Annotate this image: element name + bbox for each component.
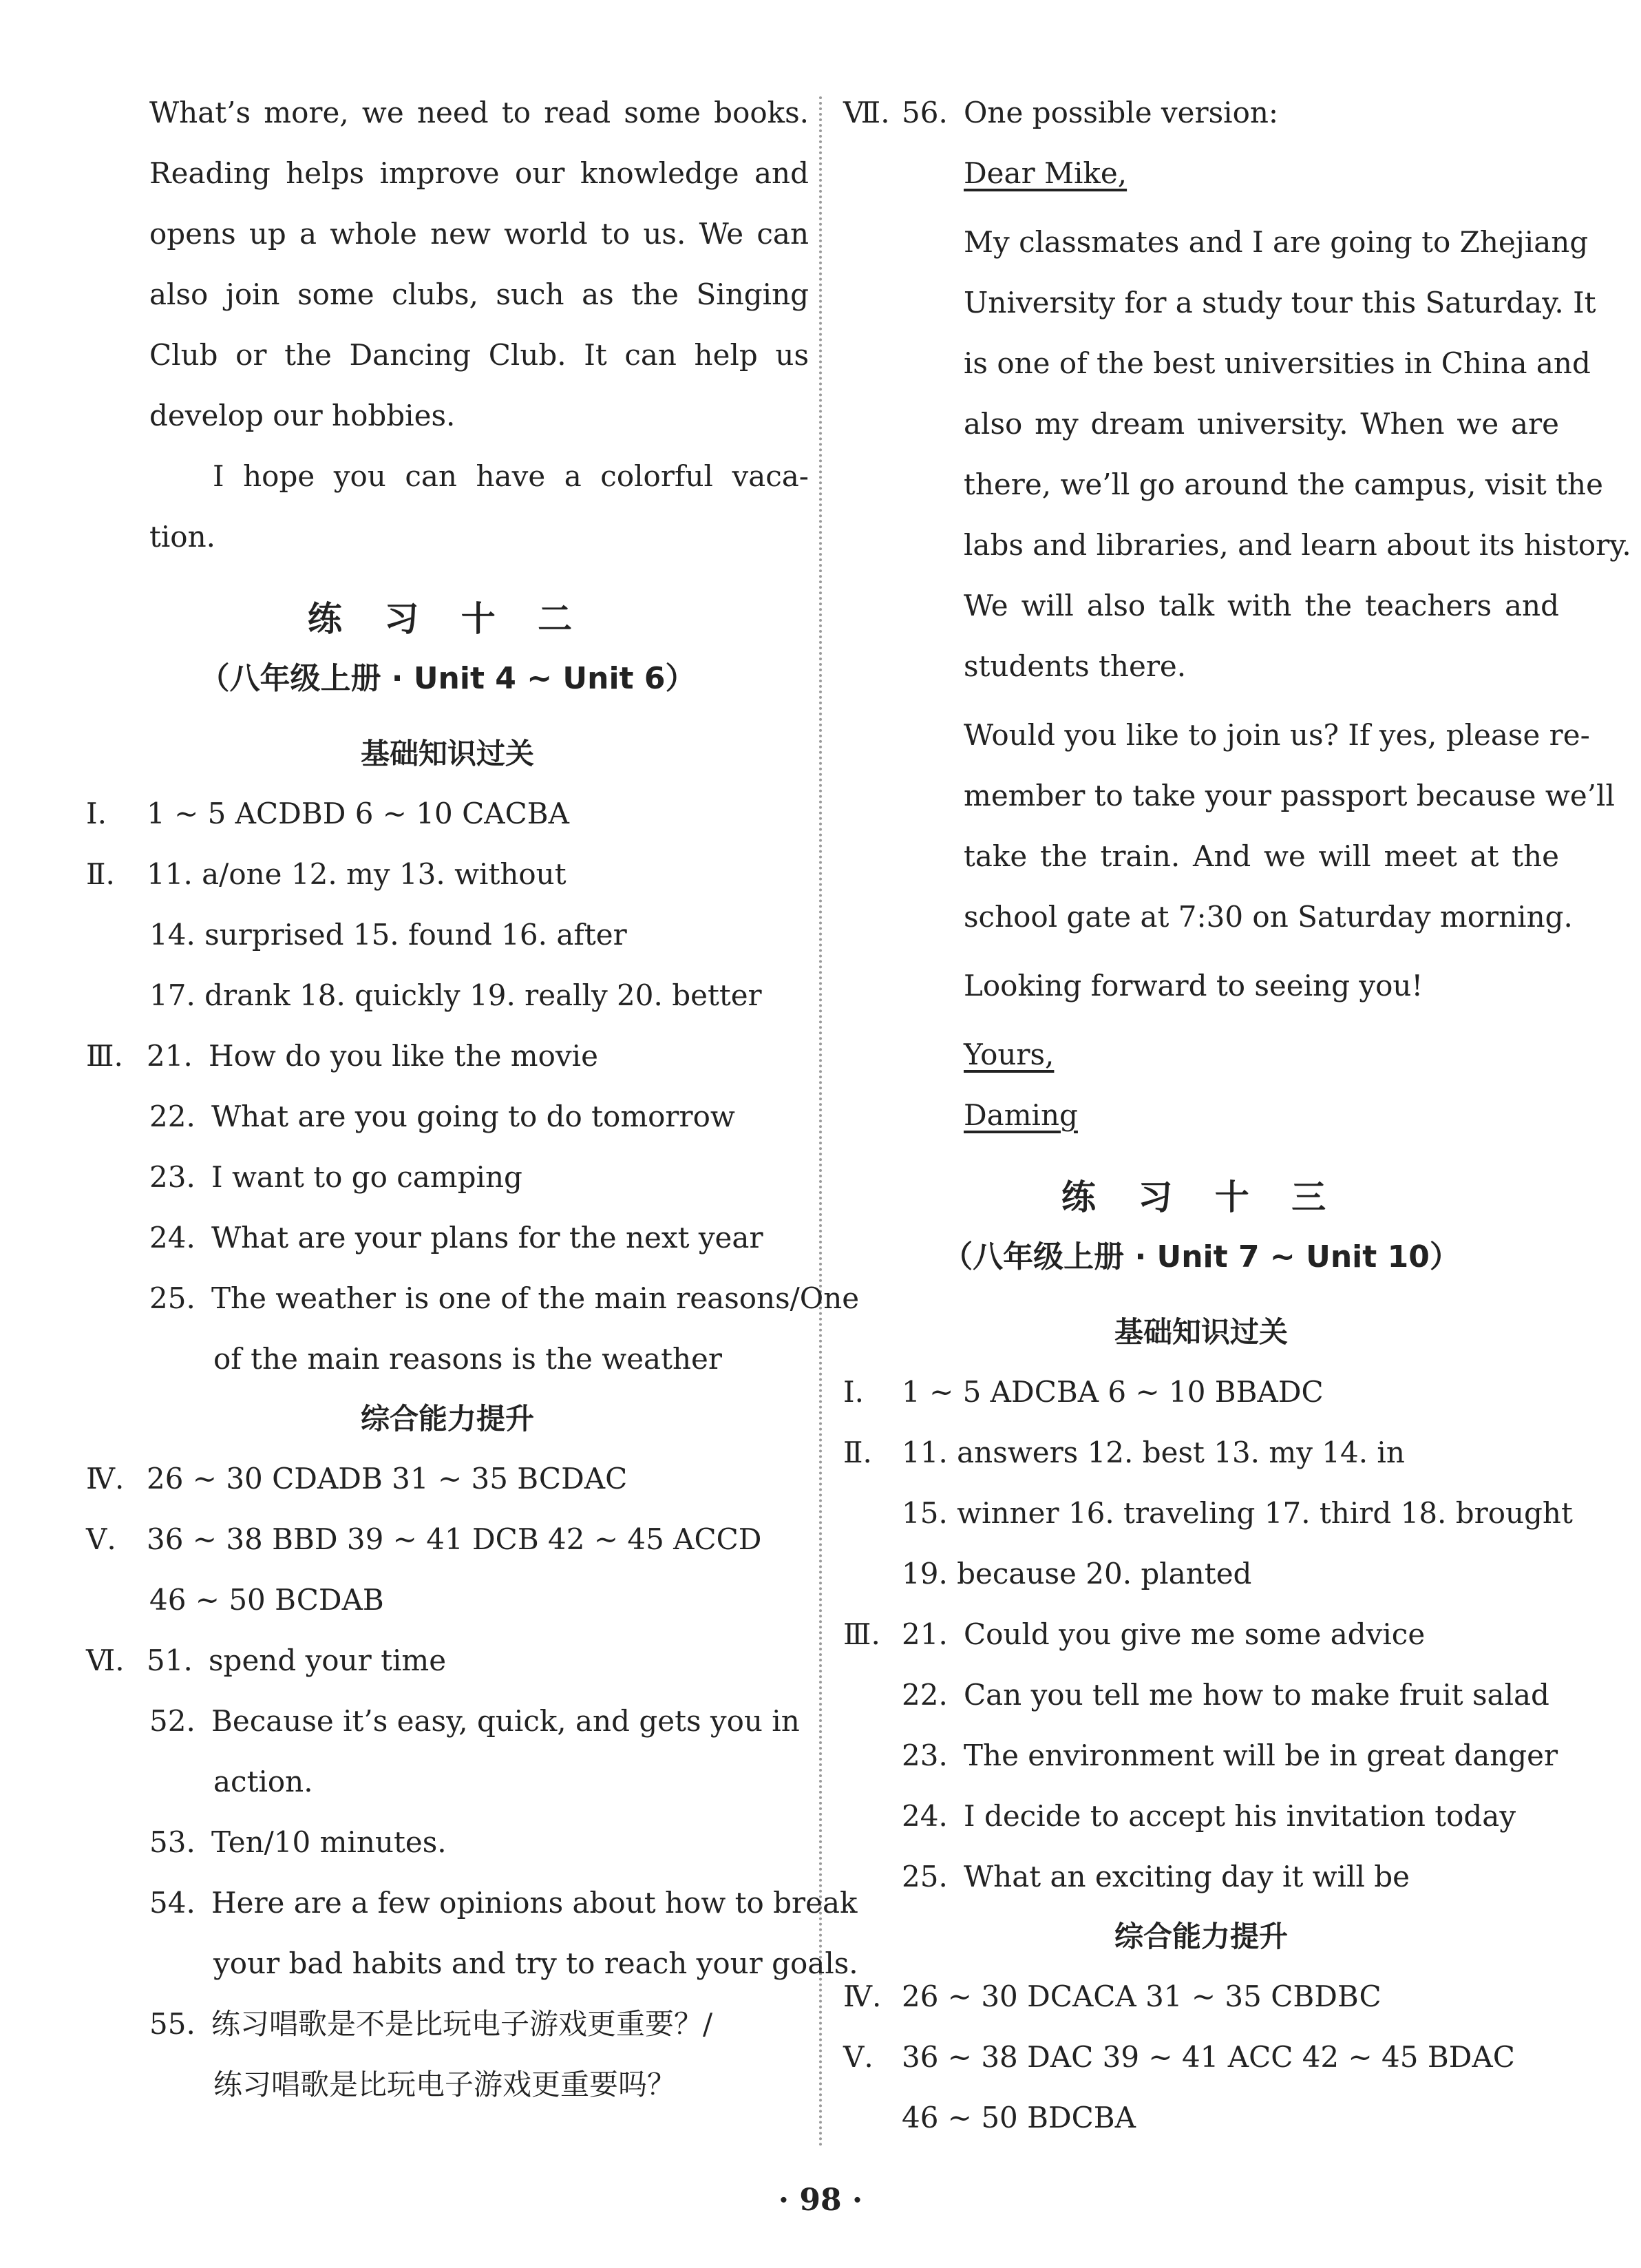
answer-row <box>86 1812 809 1873</box>
item-text: Here are a few opinions about how to break <box>211 1886 858 1920</box>
item-text: I want to go camping <box>211 1160 522 1194</box>
answer-row <box>86 1630 809 1691</box>
page-number: · 98 · <box>778 2183 863 2218</box>
answer-text: 36 ~ 38 BBD 39 ~ 41 DCB 42 ~ 45 ACCD <box>147 1522 762 1556</box>
roman-numeral: Ⅳ. <box>843 1980 882 2013</box>
item-number: 21. <box>902 1617 948 1651</box>
right-column <box>843 83 1631 2148</box>
essay-line: develop our hobbies. <box>149 399 456 432</box>
answer-row-continuation: your bad habits and try to reach your goals. <box>213 1946 858 1980</box>
item-number: 55. <box>149 2007 195 2041</box>
column-divider <box>819 96 822 2148</box>
essay-continuation <box>86 83 809 567</box>
answer-row <box>86 1147 809 1208</box>
letter-line: is one of the best universities in China and <box>964 346 1591 380</box>
item-text: What are your plans for the next year <box>211 1221 763 1254</box>
item-text: The weather is one of the main reasons/One <box>211 1281 860 1315</box>
section-heading: 综合能力提升 <box>1114 1920 1288 1953</box>
letter-salutation: Dear Mike, <box>964 156 1127 190</box>
item-number: 24. <box>902 1799 948 1833</box>
item-number: 54. <box>149 1886 195 1920</box>
letter-line: Would you like to join us? If yes, please re- <box>964 718 1590 752</box>
answer-row <box>86 1509 809 1570</box>
essay-line: Reading helps improve our knowledge and <box>149 156 809 190</box>
item-text: Ten/10 minutes. <box>211 1825 447 1859</box>
letter-line: My classmates and I are going to Zhejiang <box>964 225 1589 259</box>
item-number: 23. <box>902 1739 948 1772</box>
item-text: I decide to accept his invitation today <box>964 1799 1516 1833</box>
item-text: The environment will be in great danger <box>964 1739 1558 1772</box>
roman-numeral: Ⅵ. <box>86 1644 125 1677</box>
letter-line: University for a study tour this Saturday. It <box>964 286 1596 319</box>
letter-line: labs and libraries, and learn about its history. <box>964 528 1631 562</box>
answer-row <box>86 1873 858 1933</box>
roman-numeral: Ⅰ. <box>86 797 107 830</box>
essay-line: opens up a whole new world to us. We can <box>149 217 809 251</box>
answer-text: 26 ~ 30 CDADB 31 ~ 35 BCDAC <box>147 1462 628 1495</box>
left-column <box>86 83 860 2115</box>
answer-row <box>843 1362 1559 1422</box>
roman-numeral: Ⅴ. <box>86 1522 116 1556</box>
answer-text: 36 ~ 38 DAC 39 ~ 41 ACC 42 ~ 45 BDAC <box>902 2040 1515 2074</box>
item-number: 23. <box>149 1160 195 1194</box>
item-text: Could you give me some advice <box>964 1617 1426 1651</box>
item-text: spend your time <box>209 1644 447 1677</box>
item-text: What are you going to do tomorrow <box>211 1100 735 1133</box>
answer-text: 1 ~ 5 ACDBD 6 ~ 10 CACBA <box>147 797 569 830</box>
answer-row <box>843 1786 1559 1847</box>
item-number: 25. <box>149 1281 195 1315</box>
exercise-title: 练 习 十 三 <box>1061 1177 1342 1217</box>
item-number: 21. <box>147 1039 193 1073</box>
letter-line: We will also talk with the teachers and <box>964 589 1559 622</box>
item-text: One possible version: <box>964 96 1279 129</box>
answer-row <box>843 1847 1559 1907</box>
roman-numeral: Ⅲ. <box>86 1039 123 1073</box>
answer-row: 15. winner 16. traveling 17. third 18. brought <box>902 1496 1573 1530</box>
item-text: Because it’s easy, quick, and gets you in <box>211 1704 800 1738</box>
letter-line: also my dream university. When we are <box>964 407 1559 441</box>
item-number: 53. <box>149 1825 195 1859</box>
section-heading: 基础知识过关 <box>1114 1315 1288 1349</box>
letter-line: students there. <box>964 649 1187 683</box>
answer-row <box>86 1449 809 1509</box>
essay-line: What’s more, we need to read some books. <box>149 96 809 129</box>
answer-row <box>86 1994 809 2055</box>
letter-body <box>843 212 1631 1146</box>
section-heading: 基础知识过关 <box>360 737 534 770</box>
answer-row <box>843 2027 1559 2088</box>
letter-line: take the train. And we will meet at the <box>964 839 1559 873</box>
item-text: 练习唱歌是不是比玩电子游戏更重要？/ <box>211 2007 713 2041</box>
item-number: 24. <box>149 1221 195 1254</box>
answer-row: 14. surprised 15. found 16. after <box>149 918 627 952</box>
item-number: 52. <box>149 1704 195 1738</box>
answer-row <box>86 844 809 905</box>
answer-text: 11. answers 12. best 13. my 14. in <box>902 1436 1405 1469</box>
item-number: 22. <box>902 1678 948 1712</box>
answer-row <box>843 1665 1559 1725</box>
roman-numeral: Ⅰ. <box>843 1375 864 1409</box>
answer-row <box>843 1604 1559 1665</box>
roman-numeral: Ⅱ. <box>843 1436 872 1469</box>
item-number: 22. <box>149 1100 195 1133</box>
answer-row <box>86 1086 809 1147</box>
answer-text: 1 ~ 5 ADCBA 6 ~ 10 BBADC <box>902 1375 1324 1409</box>
exercise-subtitle: （八年级上册 · Unit 4 ~ Unit 6） <box>199 661 696 696</box>
answer-row <box>86 1208 809 1268</box>
answer-row: 46 ~ 50 BCDAB <box>149 1583 384 1617</box>
roman-numeral: Ⅱ. <box>86 857 115 891</box>
item-text: Can you tell me how to make fruit salad <box>964 1678 1549 1712</box>
answer-row-continuation: of the main reasons is the weather <box>213 1342 722 1376</box>
letter-signoff: Yours, <box>964 1038 1055 1071</box>
item-number: 25. <box>902 1860 948 1893</box>
letter-line: member to take your passport because we’ll <box>964 779 1615 812</box>
answer-text: 11. a/one 12. my 13. without <box>147 857 567 891</box>
answer-row <box>86 1691 809 1752</box>
answer-row: 19. because 20. planted <box>902 1557 1252 1590</box>
letter-closing: Looking forward to seeing you! <box>964 969 1423 1002</box>
roman-numeral: Ⅶ. <box>843 96 890 129</box>
item-text: What an exciting day it will be <box>964 1860 1410 1893</box>
answer-row <box>86 1026 809 1086</box>
roman-numeral: Ⅲ. <box>843 1617 880 1651</box>
letter-signature: Daming <box>964 1098 1078 1132</box>
roman-numeral: Ⅳ. <box>86 1462 125 1495</box>
roman-numeral: Ⅴ. <box>843 2040 874 2074</box>
answer-row-continuation: 练习唱歌是比玩电子游戏更重要吗？ <box>213 2068 677 2101</box>
item-number: 51. <box>147 1644 193 1677</box>
item-text: How do you like the movie <box>209 1039 598 1073</box>
answer-row <box>86 784 809 844</box>
answer-text: 26 ~ 30 DCACA 31 ~ 35 CBDBC <box>902 1980 1381 2013</box>
answer-row <box>843 1422 1559 1483</box>
answer-row: 17. drank 18. quickly 19. really 20. better <box>149 978 762 1012</box>
exercise-title: 练 习 十 二 <box>307 599 588 639</box>
answer-row-continuation: action. <box>213 1765 313 1798</box>
essay-line: Club or the Dancing Club. It can help us <box>149 338 809 372</box>
letter-line: school gate at 7:30 on Saturday morning. <box>964 900 1573 934</box>
letter-line: there, we’ll go around the campus, visit the <box>964 468 1603 501</box>
essay-line: also join some clubs, such as the Singing <box>149 277 809 311</box>
essay-line: I hope you can have a colorful vaca- <box>213 459 809 493</box>
essay-line: tion. <box>149 520 215 554</box>
answer-row <box>843 83 1559 143</box>
exercise-subtitle: （八年级上册 · Unit 7 ~ Unit 10） <box>942 1239 1460 1274</box>
answer-row <box>843 1966 1559 2027</box>
answer-row <box>843 1725 1559 1786</box>
item-number: 56. <box>902 96 948 129</box>
answer-row: 46 ~ 50 BDCBA <box>902 2101 1136 2134</box>
section-heading: 综合能力提升 <box>360 1402 534 1436</box>
answer-row <box>86 1268 860 1329</box>
